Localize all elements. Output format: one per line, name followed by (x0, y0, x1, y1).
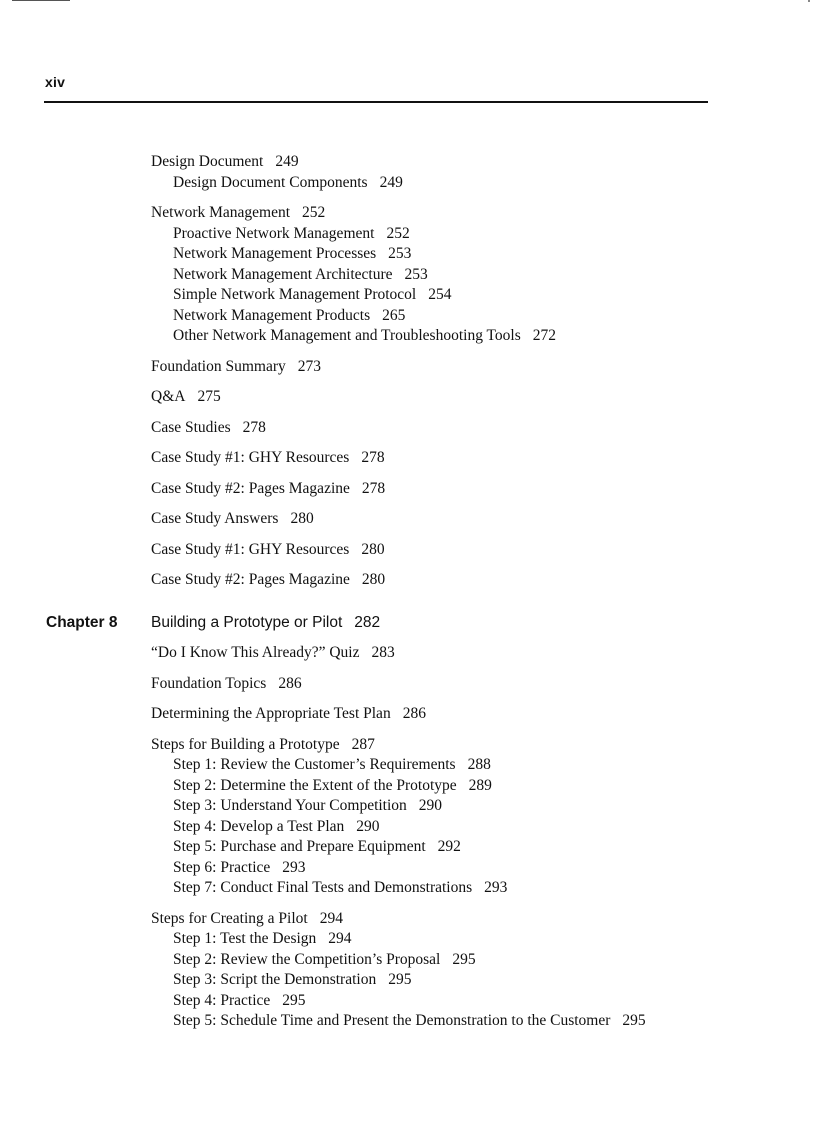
toc-subentry-page: 295 (452, 950, 476, 968)
toc-subentry-title: Step 1: Test the Design (173, 930, 317, 947)
toc-subentry-line (151, 817, 791, 838)
toc-entry (151, 540, 791, 561)
toc-entry-page: 280 (361, 571, 386, 588)
toc-subentry-page: 293 (282, 858, 306, 876)
toc-entry-line (151, 418, 791, 439)
toc-entry-page: 249 (275, 153, 299, 170)
toc-entry (151, 674, 791, 695)
toc-subentry-title: Step 5: Purchase and Prepare Equipment (173, 838, 426, 855)
toc-subentry-title: Step 1: Review the Customer’s Requirements (173, 756, 456, 773)
chapter-page: 282 (354, 614, 381, 631)
toc-subentry-line (151, 991, 791, 1012)
toc-entry-title: Case Studies (151, 418, 231, 436)
toc-subentry-page: 289 (468, 776, 492, 794)
toc-entry-line (151, 704, 791, 725)
toc-subentry-page: 254 (428, 286, 452, 303)
toc-subentry-line (151, 224, 791, 245)
toc-subentry-line (151, 929, 791, 950)
toc-subentry-title: Other Network Management and Troubleshooting Tools (173, 327, 521, 344)
toc-entry-title: Foundation Topics (151, 674, 267, 692)
toc-subentry-title: Step 5: Schedule Time and Present the Demonstration to the Customer (173, 1012, 611, 1029)
toc-subentry-title: Network Management Processes (173, 245, 377, 262)
toc-subentry-title: Step 3: Understand Your Competition (173, 797, 407, 814)
toc-subentry-line (151, 326, 791, 347)
toc-entry-line (151, 735, 791, 756)
toc-entry-line (151, 509, 791, 530)
toc-subentry-page: 272 (532, 327, 557, 344)
toc-entry-page: 280 (361, 540, 385, 558)
toc-entry (151, 509, 791, 530)
toc-entry-line (151, 540, 791, 561)
toc-subentry-page: 295 (622, 1012, 646, 1029)
toc-entry-title: Network Management (151, 204, 291, 221)
toc-subentry-line (151, 796, 791, 817)
toc-subentry-line (151, 306, 791, 327)
toc-entry-page: 294 (319, 909, 343, 927)
toc-entry-line (151, 479, 791, 500)
toc-subentry-line (151, 776, 791, 797)
crop-mark (12, 0, 70, 1)
toc-entry-page: 275 (197, 388, 221, 405)
toc-entry-page: 278 (361, 479, 386, 497)
toc-subentry-line (151, 285, 791, 306)
toc-subentry-page: 293 (484, 879, 508, 896)
toc-entry-line (151, 357, 791, 378)
toc-entry (151, 418, 791, 439)
toc-entry-line (151, 570, 791, 591)
toc-entry (151, 570, 791, 591)
toc-entry-line (151, 674, 791, 695)
toc-subentry-title: Network Management Products (173, 306, 371, 324)
toc-entry (151, 479, 791, 500)
toc-entry-line (151, 387, 791, 408)
toc-entry-page: 287 (351, 735, 375, 753)
toc-entry-page: 286 (402, 705, 426, 722)
toc-entry (151, 909, 791, 1032)
toc-subentry-title: Proactive Network Management (173, 224, 375, 242)
toc-subentry-title: Simple Network Management Protocol (173, 286, 417, 303)
toc-entry (151, 643, 791, 664)
crop-tick (808, 0, 810, 2)
toc-entry-page: 286 (278, 674, 302, 692)
toc-entry-title: “Do I Know This Already?” Quiz (151, 644, 360, 661)
toc-subentry-line (151, 265, 791, 286)
chapter-title: Building a Prototype or Pilot (151, 614, 343, 631)
toc-entry (151, 152, 791, 193)
chapter-heading (0, 612, 816, 634)
toc-subentry-title: Step 6: Practice (173, 858, 271, 876)
toc-entry-title: Case Study #1: GHY Resources (151, 449, 350, 466)
toc-entry-title: Steps for Creating a Pilot (151, 909, 308, 927)
toc-entry-line (151, 448, 791, 469)
toc-subentry-line (151, 858, 791, 879)
toc-entry (151, 735, 791, 899)
toc-subentry-line (151, 244, 791, 265)
toc-entry-page: 252 (302, 204, 326, 221)
header-rule (44, 101, 708, 103)
toc-subentry-page: 265 (382, 306, 406, 324)
toc-subentry-line (151, 173, 791, 194)
toc-entry (151, 357, 791, 378)
toc-subentry-title: Step 3: Script the Demonstration (173, 971, 377, 988)
toc-entry (151, 203, 791, 347)
toc-entry-page: 280 (290, 510, 314, 527)
toc-subentry-line (151, 1011, 791, 1032)
toc-section-one (151, 152, 791, 601)
toc-subentry-title: Network Management Architecture (173, 265, 393, 283)
toc-entry-title: Case Study #2: Pages Magazine (151, 479, 350, 497)
toc-subentry-page: 290 (418, 797, 443, 814)
toc-subentry-page: 290 (356, 817, 380, 835)
toc-entry (151, 387, 791, 408)
toc-section-two (151, 643, 791, 1042)
toc-subentry-page: 295 (388, 971, 412, 988)
toc-subentry-line (151, 970, 791, 991)
toc-subentry-title: Step 4: Develop a Test Plan (173, 817, 345, 835)
toc-subentry-page: 253 (404, 265, 428, 283)
toc-subentry-page: 253 (388, 245, 412, 262)
toc-subentry-page: 288 (467, 756, 491, 773)
toc-entry (151, 448, 791, 469)
toc-entry-title: Case Study Answers (151, 510, 279, 527)
toc-entry-line (151, 909, 791, 930)
toc-subentry-line (151, 878, 791, 899)
toc-entry-title: Q&A (151, 388, 186, 405)
toc-entry-page: 278 (242, 418, 266, 436)
toc-entry-page: 283 (371, 644, 395, 661)
toc-subentry-title: Step 2: Review the Competition’s Proposal (173, 950, 441, 968)
toc-entry-title: Steps for Building a Prototype (151, 735, 340, 753)
toc-subentry-title: Design Document Components (173, 173, 368, 191)
toc-subentry-page: 294 (328, 930, 352, 947)
toc-subentry-title: Step 2: Determine the Extent of the Prototype (173, 776, 457, 794)
toc-entry (151, 704, 791, 725)
toc-entry-title: Case Study #2: Pages Magazine (151, 571, 350, 588)
toc-subentry-title: Step 4: Practice (173, 991, 271, 1009)
toc-subentry-page: 249 (379, 173, 403, 191)
toc-entry-page: 273 (297, 357, 322, 375)
toc-subentry-page: 292 (437, 838, 461, 855)
toc-entry-page: 278 (361, 449, 385, 466)
toc-subentry-line (151, 755, 791, 776)
toc-subentry-line (151, 837, 791, 858)
toc-entry-line (151, 152, 791, 173)
toc-entry-title: Design Document (151, 153, 264, 170)
toc-entry-title: Case Study #1: GHY Resources (151, 540, 350, 558)
chapter-title-line (151, 612, 380, 634)
toc-entry-title: Determining the Appropriate Test Plan (151, 705, 391, 722)
toc-subentry-line (151, 950, 791, 971)
toc-subentry-page: 295 (282, 991, 306, 1009)
toc-subentry-page: 252 (386, 224, 410, 242)
chapter-label: Chapter 8 (46, 614, 118, 631)
page-number: xiv (45, 74, 66, 90)
toc-entry-line (151, 643, 791, 664)
toc-subentry-title: Step 7: Conduct Final Tests and Demonstrations (173, 879, 473, 896)
toc-entry-title: Foundation Summary (151, 357, 286, 375)
toc-entry-line (151, 203, 791, 224)
